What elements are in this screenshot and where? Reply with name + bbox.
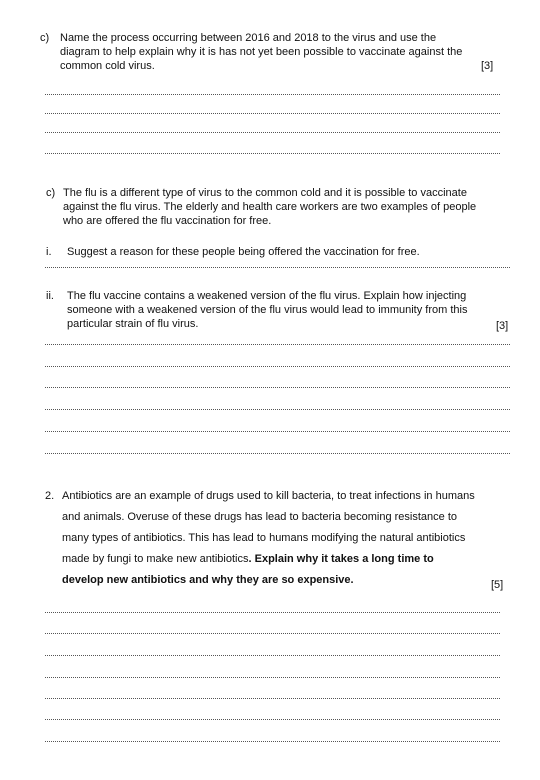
part-ii-question <box>67 289 517 331</box>
answer-line[interactable] <box>45 697 500 699</box>
answer-line[interactable] <box>45 93 500 95</box>
part-c1-label: c) <box>40 32 50 44</box>
part-c1-line-2: diagram to help explain why it is has not yet been possible to vaccinate against the <box>60 46 463 58</box>
answer-line[interactable] <box>45 343 510 345</box>
answer-line[interactable] <box>45 408 510 410</box>
question-2-line-4-instruction: . Explain why it takes a long time to <box>248 553 434 565</box>
answer-line[interactable] <box>45 112 500 114</box>
answer-line[interactable] <box>45 266 510 268</box>
part-ii-label: ii. <box>46 290 54 302</box>
part-c2-line-2: against the flu virus. The elderly and health care workers are two examples of people <box>63 201 477 213</box>
answer-line[interactable] <box>45 676 500 678</box>
answer-line[interactable] <box>45 654 500 656</box>
answer-line[interactable] <box>45 152 500 154</box>
question-2-marks: [5] <box>491 579 504 591</box>
answer-line[interactable] <box>45 430 510 432</box>
question-2-label: 2. <box>45 490 55 502</box>
question-2-line-1: Antibiotics are an example of drugs used to kill bacteria, to treat infections in humans <box>62 490 475 502</box>
answer-line[interactable] <box>45 452 510 454</box>
part-c2-question <box>63 186 523 228</box>
question-2-line-4-text: made by fungi to make new antibiotics <box>62 553 249 565</box>
part-ii-line-2: someone with a weakened version of the flu virus would lead to immunity from this <box>67 304 468 316</box>
answer-line[interactable] <box>45 386 510 388</box>
part-ii-line-1: The flu vaccine contains a weakened version of the flu virus. Explain how injecting <box>67 290 467 302</box>
part-c1-marks: [3] <box>481 60 494 72</box>
question-2-line-2: and animals. Overuse of these drugs has lead to bacteria becoming resistance to <box>62 511 458 523</box>
answer-line[interactable] <box>45 365 510 367</box>
answer-line[interactable] <box>45 740 500 742</box>
answer-line[interactable] <box>45 718 500 720</box>
part-c1-line-3: common cold virus. <box>60 60 155 72</box>
question-2-line-3: many types of antibiotics. This has lead to humans modifying the natural antibiotics <box>62 532 466 544</box>
answer-line[interactable] <box>45 611 500 613</box>
part-c1-line-1: Name the process occurring between 2016 and 2018 to the virus and use the <box>60 32 437 44</box>
question-2-instruction: develop new antibiotics and why they are so expensive. <box>62 574 354 586</box>
part-c2-label: c) <box>46 187 56 199</box>
part-c2-line-1: The flu is a different type of virus to the common cold and it is possible to vaccinate <box>63 187 467 199</box>
part-i-label: i. <box>46 246 52 258</box>
part-c1-question <box>60 31 510 73</box>
part-ii-line-3: particular strain of flu virus. <box>67 318 199 330</box>
part-ii-marks: [3] <box>496 320 509 332</box>
answer-line[interactable] <box>45 131 500 133</box>
part-c2-line-3: who are offered the flu vaccination for free. <box>63 215 272 227</box>
question-2-line-4 <box>62 552 522 566</box>
part-i-question: Suggest a reason for these people being offered the vaccination for free. <box>67 246 420 258</box>
answer-line[interactable] <box>45 632 500 634</box>
